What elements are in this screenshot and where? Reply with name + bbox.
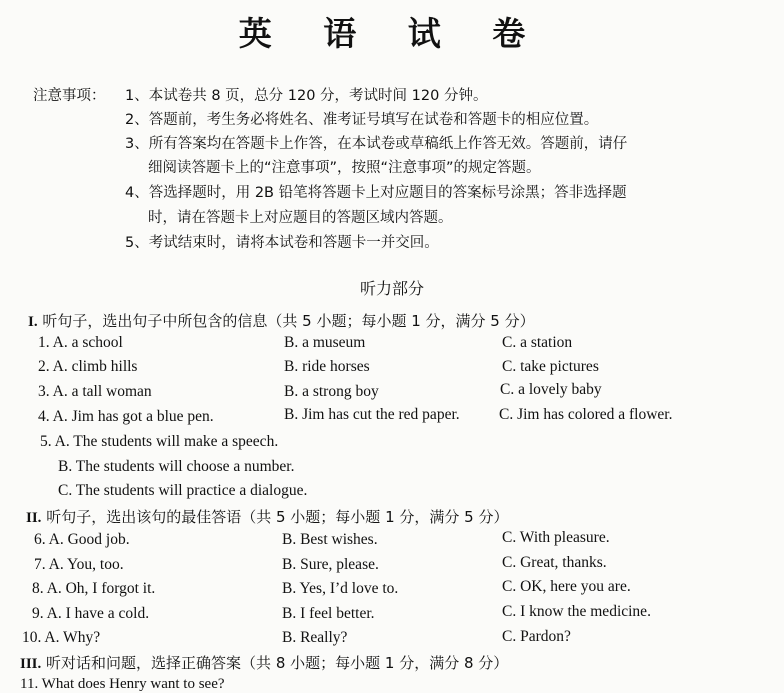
q5-option-a: 5. A. The students will make a speech. [40, 433, 279, 450]
q4-option-b: B. Jim has cut the red paper. [284, 406, 460, 423]
q8-option-b: B. Yes, I’d love to. [282, 580, 399, 597]
q8-option-a: 8. A. Oh, I forgot it. [32, 580, 156, 597]
section-3-number: III. [20, 656, 42, 672]
section-2-text: 听句子，选出该句的最佳答语（共 5 小题；每小题 1 分，满分 5 分） [46, 508, 509, 526]
q2-option-a: 2. A. climb hills [38, 358, 138, 375]
q10-option-a: 10. A. Why? [22, 629, 101, 646]
note-item-5: 5、考试结束时，请将本试卷和答题卡一并交回。 [125, 235, 439, 251]
note-item-4: 4、答选择题时，用 2B 铅笔将答题卡上对应题目的答案标号涂黑；答非选择题 [125, 185, 627, 201]
listening-section-title: 听力部分 [359, 279, 424, 298]
q2-option-b: B. ride horses [284, 358, 370, 375]
section-2-number: II. [26, 510, 42, 526]
section-1-text: 听句子，选出句子中所包含的信息（共 5 小题；每小题 1 分，满分 5 分） [42, 312, 535, 330]
section-3-text: 听对话和问题，选择正确答案（共 8 小题；每小题 1 分，满分 8 分） [46, 654, 509, 672]
section-3-heading [20, 652, 508, 673]
section-1-number: I. [28, 314, 38, 330]
q10-option-b: B. Really? [282, 629, 348, 646]
q7-option-b: B. Sure, please. [282, 556, 379, 573]
q7-option-c: C. Great, thanks. [502, 554, 607, 571]
section-1-heading [28, 310, 535, 331]
q6-option-a: 6. A. Good job. [34, 531, 130, 548]
q4-option-c: C. Jim has colored a flower. [499, 406, 673, 423]
q11-cut-off-line: 11. What does Henry want to see? [20, 676, 225, 692]
exam-title: 英 语 试 卷 [238, 14, 546, 53]
q6-option-b: B. Best wishes. [282, 531, 378, 548]
note-item-4-cont: 时，请在答题卡上对应题目的答题区域内答题。 [148, 210, 453, 226]
q6-option-c: C. With pleasure. [502, 529, 610, 546]
q1-option-b: B. a museum [284, 334, 366, 351]
q2-option-c: C. take pictures [502, 358, 599, 375]
section-2-heading [26, 506, 508, 527]
q9-option-b: B. I feel better. [282, 605, 375, 622]
q1-option-c: C. a station [502, 334, 573, 351]
q5-option-c: C. The students will practice a dialogue. [58, 482, 308, 499]
note-item-3: 3、所有答案均在答题卡上作答，在本试卷或草稿纸上作答无效。答题前，请仔 [125, 136, 628, 152]
q3-option-c: C. a lovely baby [500, 381, 602, 398]
notes-label: 注意事项： [33, 88, 106, 104]
note-item-1: 1、本试卷共 8 页，总分 120 分，考试时间 120 分钟。 [125, 88, 488, 104]
q5-option-b: B. The students will choose a number. [58, 458, 295, 475]
q7-option-a: 7. A. You, too. [34, 556, 124, 573]
q9-option-c: C. I know the medicine. [502, 603, 651, 620]
q8-option-c: C. OK, here you are. [502, 578, 631, 595]
note-item-2: 2、答题前，考生务必将姓名、准考证号填写在试卷和答题卡的相应位置。 [125, 112, 599, 128]
q3-option-a: 3. A. a tall woman [38, 383, 152, 400]
q1-option-a: 1. A. a school [38, 334, 123, 351]
q4-option-a: 4. A. Jim has got a blue pen. [38, 408, 214, 425]
note-item-3-cont: 细阅读答题卡上的“注意事项”，按照“注意事项”的规定答题。 [148, 160, 541, 176]
q10-option-c: C. Pardon? [502, 628, 571, 645]
q9-option-a: 9. A. I have a cold. [32, 605, 150, 622]
q3-option-b: B. a strong boy [284, 383, 379, 400]
